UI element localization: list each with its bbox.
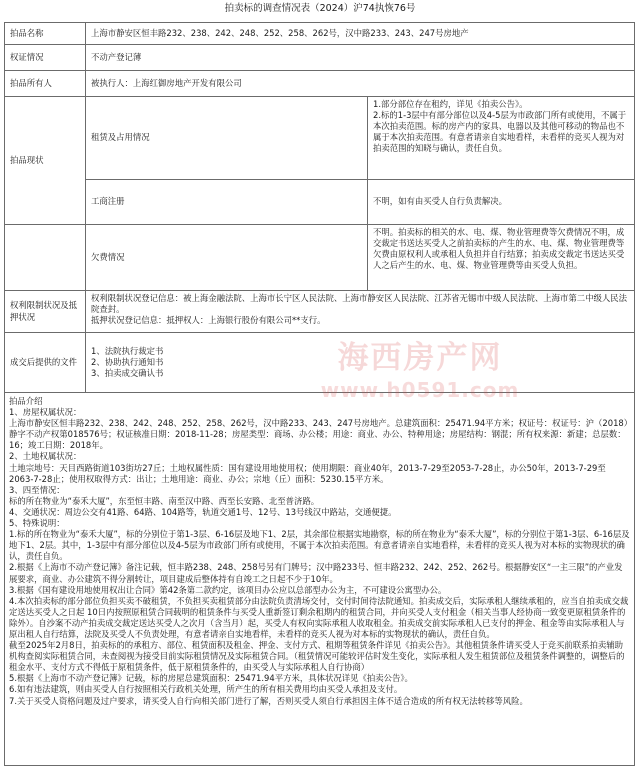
rights-value: 不动产登记薄 bbox=[86, 45, 635, 71]
status-label: 拍品现状 bbox=[5, 97, 86, 225]
restriction-value bbox=[86, 291, 635, 333]
intro-line: 1、房屋权属状况： bbox=[9, 407, 82, 418]
document-item: 2、协助执行通知书 bbox=[91, 356, 164, 367]
row-documents bbox=[5, 333, 635, 393]
lease-line: 1.部分部位存在租约，详见《拍卖公告》。 bbox=[373, 99, 528, 109]
row-rights bbox=[5, 45, 635, 71]
document-item: 3、拍卖成交确认书 bbox=[91, 368, 164, 379]
page-title: 拍卖标的调查情况表（2024）沪74执恢76号 bbox=[224, 3, 416, 14]
intro-line: 4.本次拍卖标的部分部位负担买卖不破租赁，不负担买卖租赁部分由法院负责清场交付，交付时间待法院通知。拍卖成交后，实际承租人继续承租的，应当自拍卖成交裁定送达买受人之日起 10日内按照原租赁合同载明的租赁条件与买受人重新签订剩余租期内的租赁合同，并向买受人支付租金（相关当事人经协商一致变更原租赁条件的除外）。自沙案不动产拍卖成交裁定送达买受人之次月（含当月）起，买受人有权向实际承租人收取租金。拍卖成交前实际承租人已支付的押金、租金等由实际承租人与原出租人自行结算，法院及买受人不负责处理，有意者请亲自实地看样，未看样的竞买人视为对本标的实物现状的确认，责任自负。 bbox=[9, 595, 629, 639]
intro-line: 1.标的所在物业为“泰禾大厦”，标的分别位于第1-3层、6-16层及地下1、2层，其余部位根据实地勘察，标的所在物业为“泰禾大厦”，标的分别位于第1-3层、6-16层及地下1、2层。其中，1-3层中有部分部位以及4-5层为市政部门所有或使用，不属于本次拍卖范围。有意者请亲自实地看样，未看样的竞买人视为对本标的实物现状的确认，责任自负。 bbox=[9, 529, 630, 562]
documents-value bbox=[86, 333, 635, 393]
item-name-value: 上海市静安区恒丰路232、238、242、248、252、258、262号，汉中路233、243、247号房地产 bbox=[86, 23, 635, 45]
row-lease bbox=[5, 97, 635, 180]
row-intro bbox=[5, 393, 635, 766]
survey-table bbox=[4, 22, 635, 766]
lease-line: 2.标的1-3层中有部分部位以及4-5层为市政部门所有或使用，不属于本次拍卖范围。标的房产内的家具、电器以及其他可移动的物品也不属于本次拍卖范围。有意者请亲自实地看样，未看样的竞买人视为对拍卖范围的知晓与确认，责任自负。 bbox=[373, 110, 627, 154]
row-restriction bbox=[5, 291, 635, 333]
arrears-label: 欠费情况 bbox=[86, 225, 368, 291]
document-item: 1、法院执行裁定书 bbox=[91, 345, 164, 356]
intro-heading: 拍品介绍 bbox=[9, 396, 43, 406]
intro-line: 土地宗地号：天目西路街道103街坊27丘；土地权属性质：国有建设用地使用权；使用期限：商业40年，2013-7-29至2053-7-28止，办公50年，2013-7-29至2063-7-28止；使用权取得方式：出让；土地用途：商业、办公；宗地（丘）面积：5230.15平方米。 bbox=[9, 462, 606, 484]
row-business bbox=[5, 180, 635, 225]
arrears-value: 不明。拍卖标的相关的水、电、煤、物业管理费等欠费情况不明，成交裁定书送达买受人之前拍卖标的产生的水、电、煤、物业管理费等欠费由原权利人或承租人负担并自行结算；拍卖成交裁定书送达买受人之后产生的水、电、煤、物业管理费等由买受人负担。 bbox=[368, 225, 635, 291]
lease-label: 租赁及占用情况 bbox=[86, 97, 368, 180]
intro-line: 4、交通状况：周边公交有41路、64路、104路等，轨道交通1号、12号、13号线汉中路站，交通便捷。 bbox=[9, 506, 397, 517]
intro-line: 5.根据《上海市不动产登记簿》记载，标的房屋总建筑面积：25471.94平方米，具体状况详见《拍卖公告》。 bbox=[9, 673, 413, 684]
business-label: 工商注册 bbox=[86, 180, 368, 225]
row-item-name bbox=[5, 23, 635, 45]
owner-value: 被执行人：上海红御房地产开发有限公司 bbox=[86, 71, 635, 97]
documents-label: 成交后提供的文件 bbox=[5, 333, 86, 393]
intro-line: 2.根据《上海市不动产登记簿》备注记载，恒丰路238、248、258号另有门牌号；汉中路233号、恒丰路232、242、252、262号。根据静安区“一主三限”的产业发展要求，商业、办公建筑不得分割转让，项目建成后整体持有自竣工之日起不少于10年。 bbox=[9, 562, 623, 584]
watermark-logo-text: 海西房产网 bbox=[337, 340, 503, 376]
intro-line: 7.关于买受人资格问题及过户要求，请买受人自行向相关部门进行了解，否则买受人须自行承担因主体不适合造成的所有权无法转移等风险。 bbox=[9, 695, 528, 706]
intro-line: 5、特殊说明： bbox=[9, 518, 65, 529]
item-name-label: 拍品名称 bbox=[5, 23, 86, 45]
intro-line: 3、四至情况： bbox=[9, 484, 65, 495]
owner-label: 拍品所有人 bbox=[5, 71, 86, 97]
rights-label: 权证情况 bbox=[5, 45, 86, 71]
arrears-empty-cell bbox=[5, 225, 86, 291]
restriction-label: 权利限制状况及抵押状况 bbox=[5, 291, 86, 333]
intro-line: 上海市静安区恒丰路232、238、242、248、252、258、262号，汉中路233、243、247号房地产。总建筑面积：25471.94平方米；权证号：权证号：沪（2018）静字不动产权第018576号；权证核准日期：2018-11-28；房屋类型：商场、办公楼；用途：商业、办公、特种用途；房屋结构：钢混；所有权来源：新建；总层数：16；竣工日期：2018年。 bbox=[9, 418, 628, 451]
restriction-line: 权利限制状况登记信息：被上海金融法院、上海市长宁区人民法院、上海市静安区人民法院、江苏省无锡市中级人民法院、上海市第二中级人民法院查封。 bbox=[91, 293, 627, 315]
intro-line: 3.根据《国有建设用地使用权出让合同》第42条第二款约定，该项目办公应以总部型办公为主，不可建设公寓型办公。 bbox=[9, 584, 447, 595]
intro-cell bbox=[5, 393, 635, 766]
restriction-line: 抵押状况登记信息：抵押权人：上海银行股份有限公司**支行。 bbox=[91, 315, 326, 326]
watermark-url: www.h0591.com bbox=[320, 377, 520, 402]
lease-value bbox=[368, 97, 635, 180]
intro-line: 标的所在物业为“泰禾大厦”，东至恒丰路、南至汉中路、西至长安路、北至普济路。 bbox=[9, 495, 320, 506]
intro-line: 6.如有违法建筑，则由买受人自行按照相关行政机关处理，所产生的所有相关费用均由买受人承担及支付。 bbox=[9, 684, 403, 695]
business-value: 不明，如有由买受人自行负责解决。 bbox=[368, 180, 635, 225]
row-arrears bbox=[5, 225, 635, 291]
intro-line: 2、土地权属状况： bbox=[9, 451, 82, 462]
row-owner bbox=[5, 71, 635, 97]
intro-line: 截至2025年2月8日，拍卖标的的承租方、部位、租赁面积及租金、押金、支付方式、租期等租赁条件详见《拍卖公告》。其他租赁条件请买受人于竞买前联系拍卖辅助机构查阅实际租赁合同，未查阅视为接受目前实际租赁情况及实际租赁合同。（租赁情况可能较评估时发生变化，实际承租人发生租赁部位及租赁条件调整的，调整后的租金水平、支付方式不得低于原租赁条件，低于原租赁条件的，由买受人与实际承租人自行协商） bbox=[9, 640, 625, 673]
